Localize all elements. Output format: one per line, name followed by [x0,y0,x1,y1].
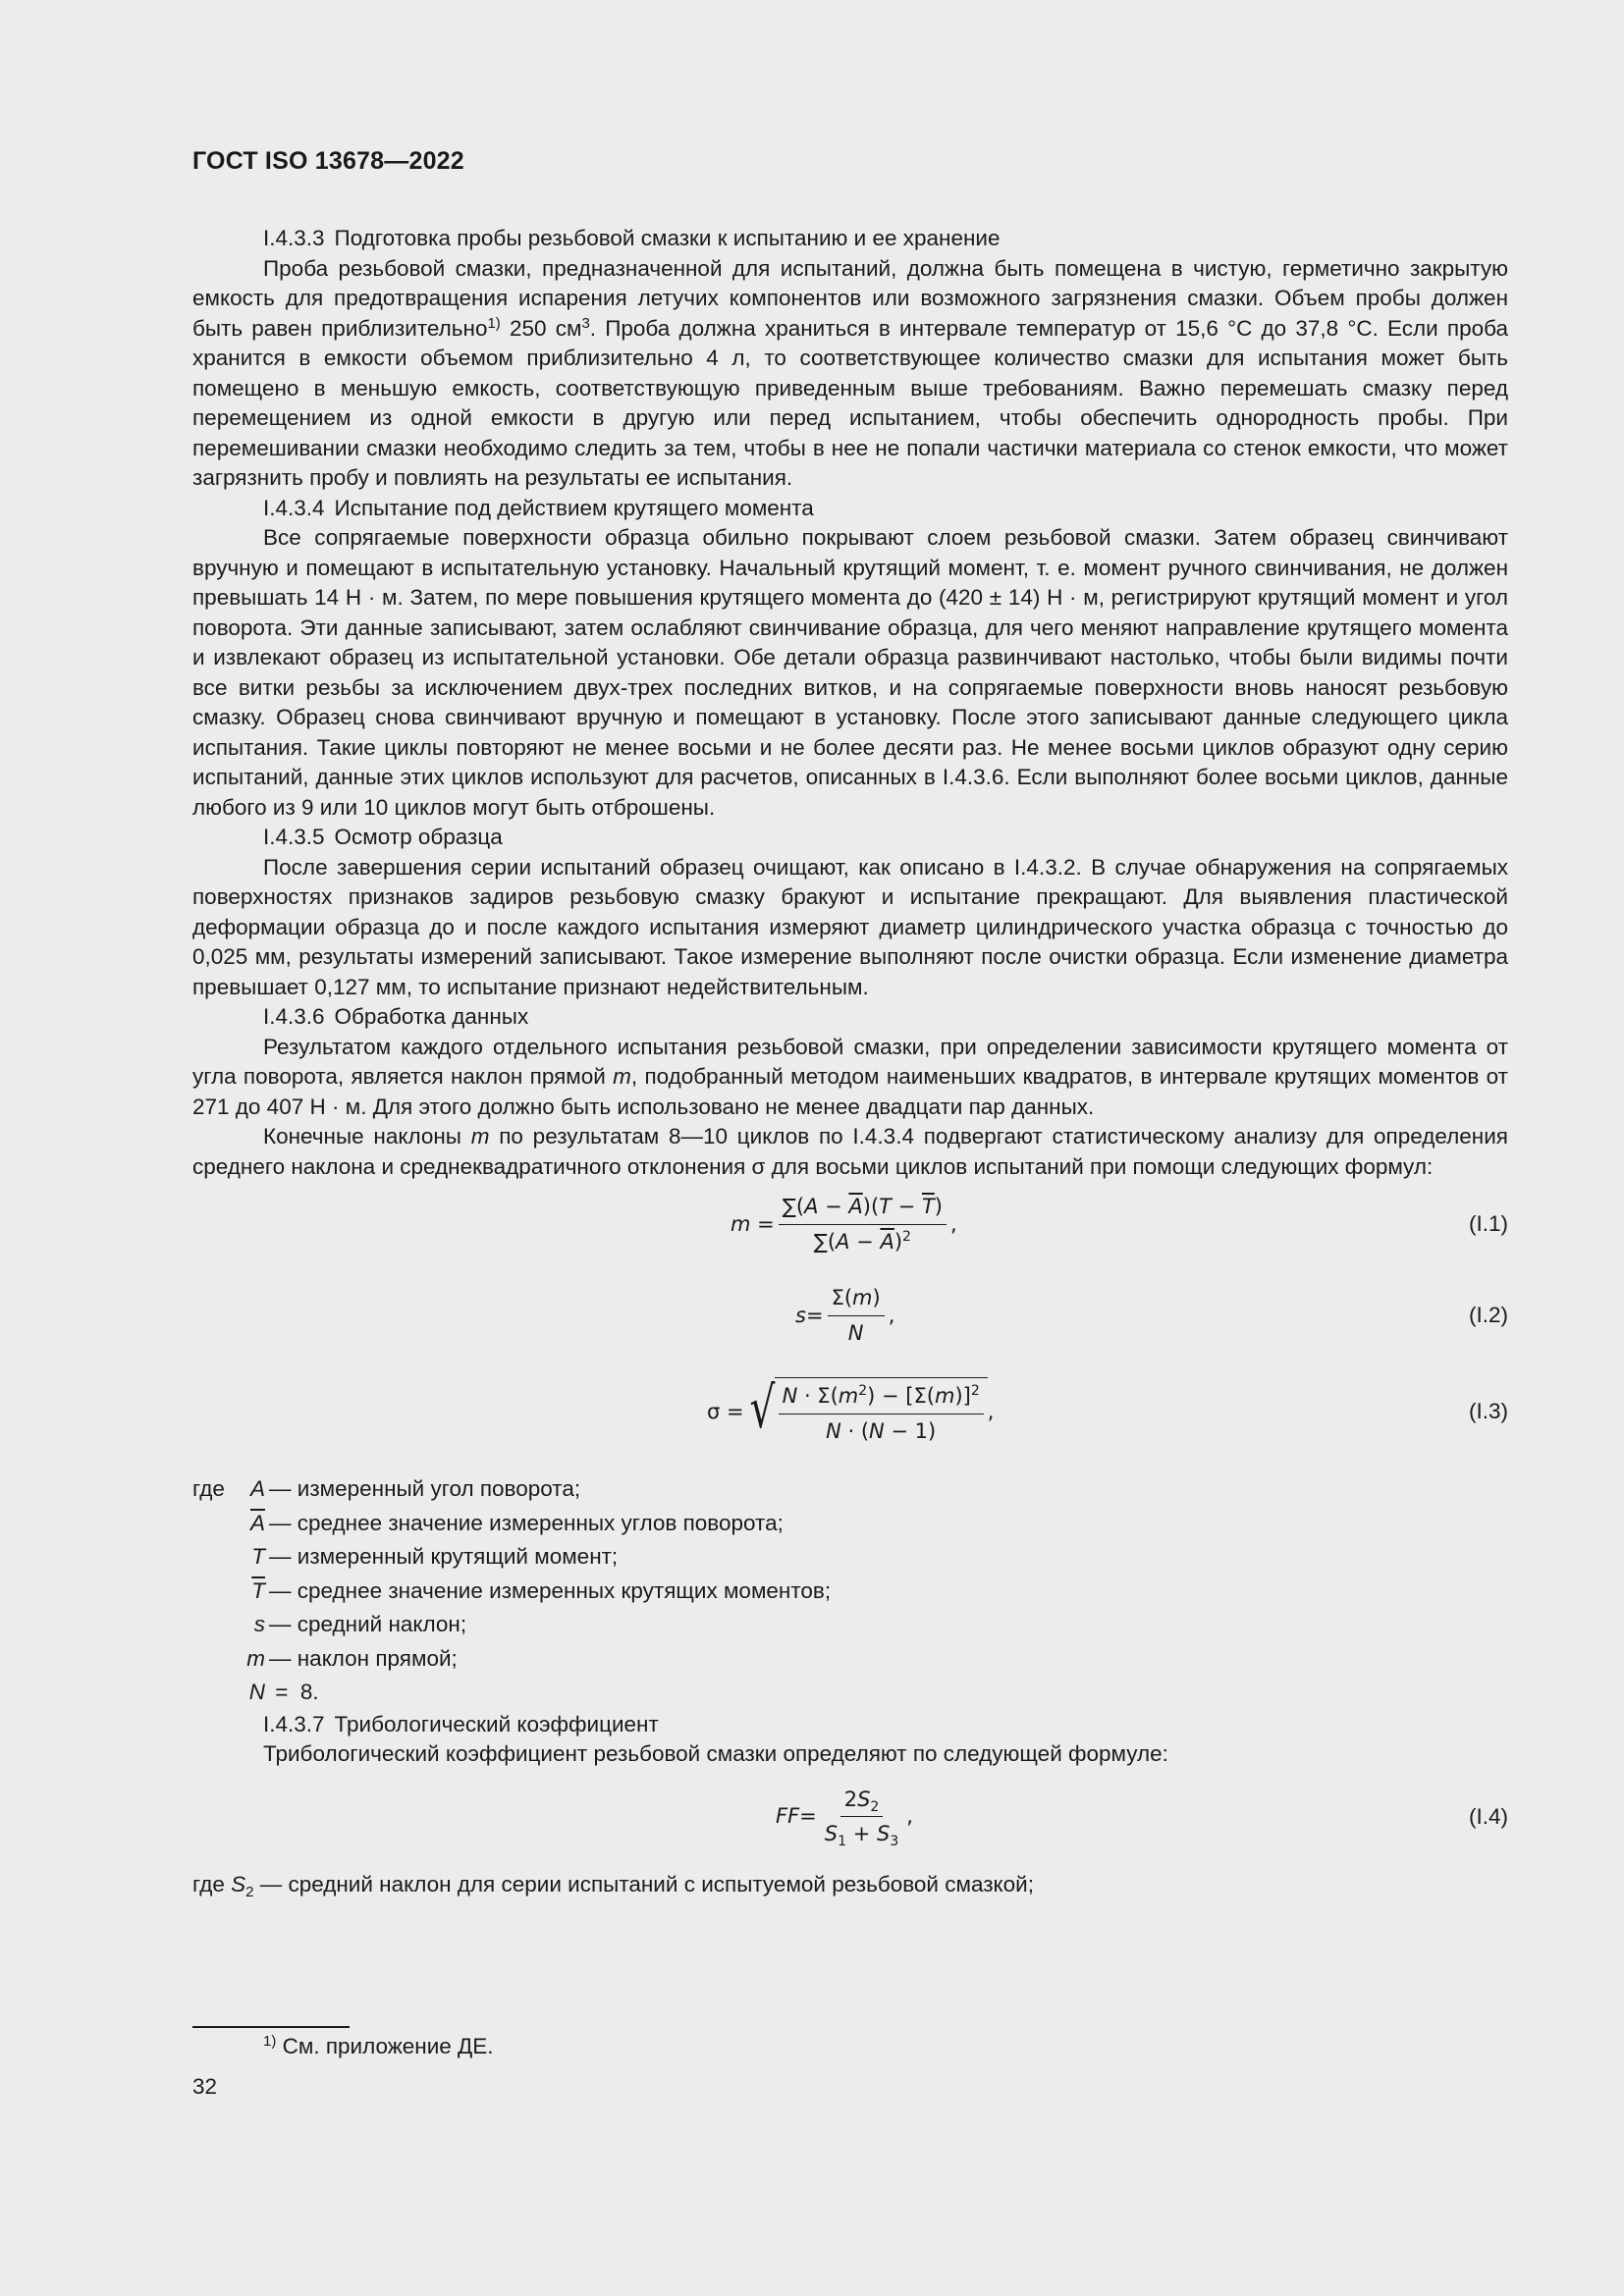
denominator: N [847,1320,864,1345]
formula-number: (I.3) [1468,1398,1508,1423]
formula-expression: σ = √ $\frac{N \cdot \Sigma(m^2) - [\Sigma(m)]^2}{N \cdot (N - 1)}$ , [707,1366,994,1457]
variable-definitions [192,1472,1508,1710]
definition-row: где A — измеренный угол поворота; [192,1476,581,1501]
paragraph: Трибологический коэффициент резьбовой смазки определяют по следующей формуле: [263,1741,1168,1766]
page-content [192,224,1508,1899]
text-run: Проба резьбовой смазки, предназначенной для испытаний, должна быть помещена в чистую, герметично закрытую емкость для предотвращения испарения летучих компонентов или возможного загрязнения смазки. Объем пробы должен быть равен приблизительно [192,255,1508,341]
formula-number: (I.4) [1468,1803,1508,1829]
text-run: Конечные наклоны [263,1124,471,1148]
section-number: I.4.3.5 [263,825,325,849]
formula-expression: FF = $\frac{2S_2}{S_1 + S_3}$ , [776,1778,913,1856]
document-header: ГОСТ ISO 13678—2022 [192,147,464,175]
formula-lhs: σ = [707,1399,744,1423]
text-run: , подобранный методом наименьших квадратов, в интервале крутящих моментов от 271 до 407 Н · м. Для этого должно быть использовано не менее двадцати пар данных. [192,1064,1508,1119]
numerator: Σ(m) [828,1283,885,1316]
paragraph [192,254,1508,494]
formula-lhs: FF [776,1804,800,1829]
paragraph: После завершения серии испытаний образец очищают, как описано в I.4.3.2. В случае обнаружения на сопрягаемых поверхностях признаков задиров резьбовую смазку бракуют и испытание прекращают. Для выявления пластической деформации образца до и после каждого испытания измеряют диаметр цилиндрического участка образца с точностью до 0,025 мм, результаты измерений записывают. Такое измерение выполняют после очистки образца. Если изменение диаметра превышает 0,127 мм, то испытание признают недействительным. [192,854,1508,999]
definition-row: s — средний наклон; [253,1612,467,1636]
fraction [828,1283,885,1348]
footnote [263,2032,494,2061]
section-number: I.4.3.3 [263,226,325,250]
section-heading-433 [192,224,1508,254]
variable-m: m [613,1064,631,1089]
section-title: Испытание под действием крутящего момента [334,495,814,520]
definition-row: $\overline{A}$ — среднее значение измеренных углов поворота; [249,1510,784,1535]
formula-i4 [192,1778,1508,1856]
numerator: $2S_2$ [840,1785,884,1818]
section-title: Подготовка пробы резьбовой смазки к испытанию и ее хранение [334,226,1001,250]
formula-i3 [192,1366,1508,1457]
section-number: I.4.3.7 [263,1711,325,1736]
section-heading-437 [192,1710,1508,1740]
section-title: Осмотр образца [334,825,503,849]
formula-expression: m = $\frac{\sum(A - \overline{A})(T - \overline{T})}{\sum(A - \overline{A})^2}$ , [731,1186,957,1262]
paragraph [192,1033,1508,1123]
section-number: I.4.3.4 [263,495,325,520]
text-run: по результатам 8—10 циклов по I.4.3.4 подвергают статистическому анализу для определения среднего наклона и среднеквадратичного отклонения σ для восьми циклов испытаний при помощи следующих формул: [192,1124,1508,1179]
exponent: 3 [581,314,590,332]
text-run: 250 см [500,315,582,341]
definition-row: $\overline{T}$ — среднее значение измеренных крутящих моментов; [251,1577,832,1603]
paragraph: Все сопрягаемые поверхности образца обильно покрывают слоем резьбовой смазки. Затем образец свинчивают вручную и помещают в испытательную установку. Начальный крутящий момент, т. е. момент ручного свинчивания, не должен превышать 14 Н · м. Затем, по мере повышения крутящего момента до (420 ± 14) Н · м, регистрируют крутящий момент и угол поворота. Эти данные записывают, затем ослабляют свинчивание образца, для чего меняют направление крутящего момента и извлекают образец из испытательной установки. Обе детали образца развинчивают настолько, чтобы были видимы почти все витки резьбы за исключением двух-трех последних витков, и на сопрягаемые поверхности вновь наносят резьбовую смазку. Образец снова свинчивают вручную и помещают в установку. После этого записывают данные следующего цикла испытания. Такие циклы повторяют не менее восьми и не более десяти раз. Не менее восьми циклов образуют одну серию испытаний, данные этих циклов используют для расчетов, описанных в I.4.3.6. Если выполняют более восьми циклов, данные любого из 9 или 10 циклов могут быть отброшены. [192,525,1508,820]
numerator: $N \cdot \Sigma(m^2) - [\Sigma(m)]^2$ [779,1381,984,1415]
variable-m: m [470,1124,490,1148]
denominator: N · (N − 1) [826,1418,937,1443]
square-root [744,1374,988,1446]
radical-sign: √ [749,1374,776,1441]
section-heading-435 [192,823,1508,853]
footnote-separator [192,2026,350,2028]
formula-expression: s = $\frac{\Sigma(m)}{N}$ , [795,1276,894,1355]
section-number: I.4.3.6 [263,1004,325,1029]
definition-row: N = 8. [248,1680,319,1704]
formula-i2 [192,1276,1508,1355]
section-title: Трибологический коэффициент [334,1711,659,1736]
footnote-ref: 1) [487,314,501,332]
formula-lhs: s [795,1303,806,1327]
formula-number: (I.1) [1468,1210,1508,1236]
variable-definition-s2: где $S_2$ — средний наклон для серии испытаний с испытуемой резьбовой смазкой; [192,1871,1034,1900]
section-heading-436 [192,1002,1508,1033]
section-title: Обработка данных [334,1004,529,1029]
footnote-text: См. приложение ДЕ. [276,2034,494,2058]
page-number: 32 [192,2074,218,2099]
text-run: Результатом каждого отдельного испытания резьбовой смазки, при определении зависимости крутящего момента от угла поворота, является наклон прямой [192,1034,1508,1089]
section-heading-434 [192,494,1508,524]
paragraph [192,1122,1508,1182]
fraction [821,1785,902,1849]
fraction [779,1192,947,1256]
footnote-mark: 1) [263,2033,277,2050]
fraction [779,1381,984,1446]
denominator: $\sum(A - \overline{A})^2$ [813,1228,911,1254]
formula-lhs: m = [731,1211,775,1236]
denominator: $S_1 + S_3$ [824,1822,899,1849]
text-run: . Проба должна храниться в интервале температур от 15,6 °С до 37,8 °С. Если проба хранится в емкости объемом приблизительно 4 л, то соответствующее количество смазки для испытания может быть помещено в меньшую емкость, соответствующую приведенным выше требованиям. Важно перемешать смазку перед перемещением из одной емкости в другую или перед испытанием, чтобы обеспечить однородность пробы. При перемешивании смазки необходимо следить за тем, чтобы в нее не попали частички материала со стенок емкости, что может загрязнить пробу и повлиять на результаты ее испытания. [192,315,1509,490]
definition-row: m — наклон прямой; [246,1645,458,1671]
numerator: $\sum(A - \overline{A})(T - \overline{T})$ [779,1192,947,1225]
formula-number: (I.2) [1468,1302,1508,1327]
definition-row: T — измеренный крутящий момент; [251,1544,619,1569]
formula-i1 [192,1186,1508,1262]
